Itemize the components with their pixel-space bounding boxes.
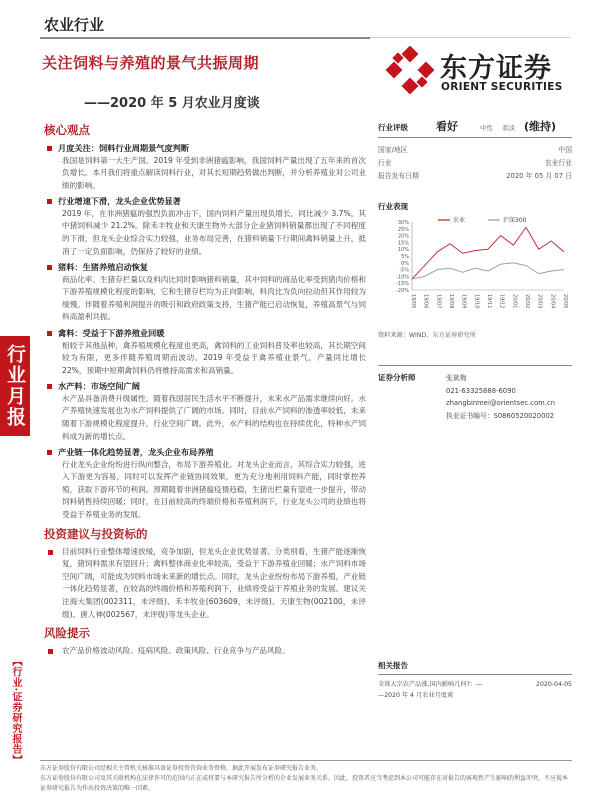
performance-chart bbox=[378, 212, 572, 322]
x-tick-label: 19/11 bbox=[486, 294, 492, 309]
x-tick-label: 19/10 bbox=[473, 294, 480, 309]
x-tick-label: 19/12 bbox=[498, 294, 505, 309]
x-tick-label: 19/08 bbox=[448, 294, 454, 309]
y-tick-label: 15% bbox=[397, 240, 409, 247]
analyst-lines bbox=[446, 372, 555, 422]
orient-logo bbox=[384, 44, 570, 100]
y-tick-label: -10% bbox=[396, 274, 409, 281]
chart-title: 行业表现 bbox=[378, 202, 408, 211]
x-tick-label: 20/02 bbox=[524, 294, 530, 309]
risk-title: 风险提示 bbox=[44, 626, 90, 641]
analyst-block bbox=[378, 365, 572, 422]
x-tick-label: 20/05 bbox=[562, 294, 568, 309]
x-tick-label: 19/09 bbox=[460, 294, 467, 309]
core-item-head: 行业增速下滑，龙头企业优势显著 bbox=[44, 195, 366, 208]
y-tick-label: 0% bbox=[401, 260, 409, 267]
right-sidebar bbox=[378, 118, 572, 699]
y-tick-label: -15% bbox=[396, 281, 409, 288]
core-item bbox=[44, 327, 366, 377]
info-row bbox=[378, 170, 572, 183]
core-item-head: 猪料：生猪养殖启动恢复 bbox=[44, 261, 366, 274]
analyst-label: 证券分析师 bbox=[378, 373, 416, 382]
x-tick-label: 19/05 bbox=[410, 294, 416, 309]
core-item-head: 产业链一体化趋势显著，龙头企业布局养殖 bbox=[44, 446, 366, 459]
logo-chinese-name: 东方证券 bbox=[440, 53, 552, 84]
risk-text: 农产品价格波动风险、疫病风险、政策风险、行业竞争与产品风险。 bbox=[44, 645, 366, 658]
related-report-title: 全球大宗农产品涨,国内影响几何?：— bbox=[378, 681, 483, 688]
side-tab-monthly: 行业月报 bbox=[0, 336, 30, 436]
related-block bbox=[378, 660, 572, 701]
info-key: 国家/地区 bbox=[378, 146, 408, 154]
x-tick-label: 20/03 bbox=[536, 294, 543, 309]
analyst-name: 张斌梅 bbox=[446, 374, 467, 382]
y-tick-label: -5% bbox=[399, 267, 409, 274]
info-value: 2020 年 05 月 07 日 bbox=[506, 172, 572, 180]
core-item-body: 商品化率、生猪存栏量以及料肉比同时影响猪料销量，其中饲料的商品化率受到猪肉价格和下游养殖规模化程度的影响，它和生猪存栏均为正向影响，料肉比为负向拉动但其作用较为缓慢。伴随着养殖利润提升的吸引和政府政策支持，生猪产能已启动恢复，养殖高景气与饲料高盈利共振。 bbox=[62, 274, 366, 322]
related-report-title: —2020 年 4 月农业月度谈 bbox=[378, 692, 454, 699]
core-views-title: 核心观点 bbox=[44, 123, 90, 137]
analyst-cert: 执业证书编号：S0860520020002 bbox=[446, 411, 555, 420]
report-subtitle: ——2020 年 5 月农业月度谈 bbox=[84, 96, 260, 111]
related-report[interactable] bbox=[378, 690, 572, 701]
footer-rule bbox=[40, 760, 572, 761]
info-row bbox=[378, 144, 572, 157]
footer-line: 东方证券股份有限公司经相关主管机关核准具备证券投资咨询业务资格，据此开展发布证券研究报告业务。 bbox=[40, 765, 323, 772]
top-rule bbox=[40, 37, 370, 39]
logo-english-name: ORIENT SECURITIES bbox=[441, 81, 563, 93]
y-tick-label: 10% bbox=[397, 247, 409, 254]
y-tick-label: 20% bbox=[397, 233, 409, 240]
core-item-body: 水产品具备消费升级属性，随着我国居民生活水平不断提升，未来水产品需求继续向好。水产养殖快速发展也为水产饲料提供了广阔的市场。同时，目前水产饲料的渗透率较低，未来随着下游规模化程度提升，行业空间广阔。此外，水产料的结构也在持续优化，特种水产饲料成为新的增长点。 bbox=[62, 393, 366, 441]
info-row bbox=[378, 157, 572, 170]
rating-label: 行业评级 bbox=[378, 123, 408, 132]
x-tick-label: 20/01 bbox=[511, 294, 518, 309]
invest-title: 投资建议与投资标的 bbox=[44, 526, 148, 541]
rating-keep: (维持) bbox=[524, 120, 557, 133]
analyst-email[interactable]: zhangbinmei@orientsec.com.cn bbox=[446, 399, 555, 407]
core-item bbox=[44, 261, 366, 324]
core-item-body: 相较于其他品种，禽养殖规模化程度也更高，禽饲料的工业饲料普及率也较高，其长期空间较为有限，更多伴随养殖周期而波动。2019 年受益于禽养殖业景气，产量同比增长 22%，预期中短期禽饲料仍将维持高需求和高销量。 bbox=[62, 340, 366, 375]
core-item-head: 月度关注：饲料行业周期景气度判断 bbox=[44, 142, 366, 155]
core-item-head: 禽料：受益于下游养殖业回暖 bbox=[44, 327, 366, 340]
related-title: 相关报告 bbox=[378, 660, 572, 675]
report-title: 关注饲料与养殖的景气共振周期 bbox=[42, 54, 260, 72]
legend-label: 农业 bbox=[453, 217, 466, 224]
x-tick-label: 19/06 bbox=[422, 294, 429, 309]
rating-mid: 中性 bbox=[480, 124, 493, 132]
y-tick-label: 5% bbox=[401, 254, 409, 260]
core-item bbox=[44, 195, 366, 258]
core-item-body: 我国是饲料第一大生产国。2019 年受到非洲猪瘟影响，我国饲料产量出现了五年来的首次负增长。本月我们将重点解读饲料行业，对其长短期趋势做出判断，并分析养殖业对公司业绩的影响。 bbox=[62, 155, 366, 190]
x-tick-label: 20/04 bbox=[549, 294, 556, 309]
core-item bbox=[44, 446, 366, 521]
analyst-phone: 021-63325888-6090 bbox=[446, 386, 516, 395]
top-rule-right bbox=[370, 37, 570, 38]
y-tick-label: -20% bbox=[396, 288, 409, 294]
related-report[interactable] bbox=[378, 679, 572, 690]
core-item bbox=[44, 142, 366, 192]
core-item-body: 行业龙头企业纷纷进行纵向整合，布局下游养殖业。对龙头企业而言，其综合实力较强，进入下游更为容易，同时可以发挥产业链协同效果，更为充分地利用饲料产能，同时掌控养殖，获取下游环节的利润。预期随着非洲猪瘟疫情趋稳，生猪出栏量有望进一步提升，带动饲料销售持续回暖；同时，在目前较高的终端价格和养殖利润下，行业龙头公司的业绩也将受益于养殖业务的发展。 bbox=[62, 459, 366, 520]
rating-row bbox=[378, 118, 572, 138]
series-line bbox=[412, 263, 564, 279]
core-item-head: 水产料：市场空间广阔 bbox=[44, 380, 366, 393]
invest-text: 目前饲料行业整体增速放缓，竞争加剧，但龙头企业优势显著。分类别看，生猪产能逐渐恢复，猪饲料需求有望回升；禽料整体商业化率较高，受益于下游养殖业回暖；水产饲料市场空间广阔，可能成为饲料市场未来新的增长点。同时，龙头企业纷纷布局下游养殖，产业链一体化趋势显著，在较高的终端价格和养殖利润下，业绩将受益于养殖业务的发展。建议关注海大集团(002311，未评级)、禾丰牧业(603609，未评级)、天康生物(002100，未评级)、唐人神(002567，未评级)等龙头企业。 bbox=[44, 546, 366, 622]
logo-mark-icon bbox=[386, 46, 434, 94]
rating-main: 看好 bbox=[436, 120, 458, 133]
y-tick-label: 25% bbox=[397, 226, 409, 233]
core-item-body: 2019 年，在非洲猪瘟的强烈负面冲击下，国内饲料产量出现负增长，同比减少 3.7%，其中猪饲料减少 21.2%。除禾丰牧业和天康生物外大部分企业猪饲料销量都出现了不同程度的下滑，但龙头企业综合实力较强，业务布局完善，在猪料销量下行期间禽料销量上升，抵消了一定负面影响，仍保持了较好的业绩。 bbox=[62, 208, 366, 256]
footer-line: 东方证券股份有限公司及其关联机构在法律许可的范围内正在或将要与本研究报告所分析的企业发展业务关系。因此，投资者应当考虑到本公司可能存在对报告的客观性产生影响的利益冲突，不应视本证券研究报告为作出投资决策的唯一因素。 bbox=[40, 775, 569, 792]
info-value: 农业行业 bbox=[544, 159, 572, 167]
x-tick-label: 19/07 bbox=[435, 294, 442, 309]
chart-source: 资料来源：WIND、东方证券研究所 bbox=[378, 332, 476, 339]
legend-label: 沪深300 bbox=[503, 217, 527, 224]
industry-tag: 农业行业 bbox=[44, 16, 105, 34]
related-report-date: 2020-04-05 bbox=[536, 681, 572, 688]
main-content bbox=[44, 122, 366, 658]
y-tick-label: 30% bbox=[397, 220, 409, 226]
footer-disclaimer bbox=[40, 764, 572, 794]
info-key: 报告发布日期 bbox=[378, 172, 419, 180]
info-value: 中国 bbox=[558, 146, 572, 154]
rating-low: 看淡 bbox=[502, 124, 515, 132]
side-report-label: 【行业·证券研究报告】 bbox=[10, 656, 21, 766]
info-key: 行业 bbox=[378, 159, 392, 167]
core-item bbox=[44, 380, 366, 443]
